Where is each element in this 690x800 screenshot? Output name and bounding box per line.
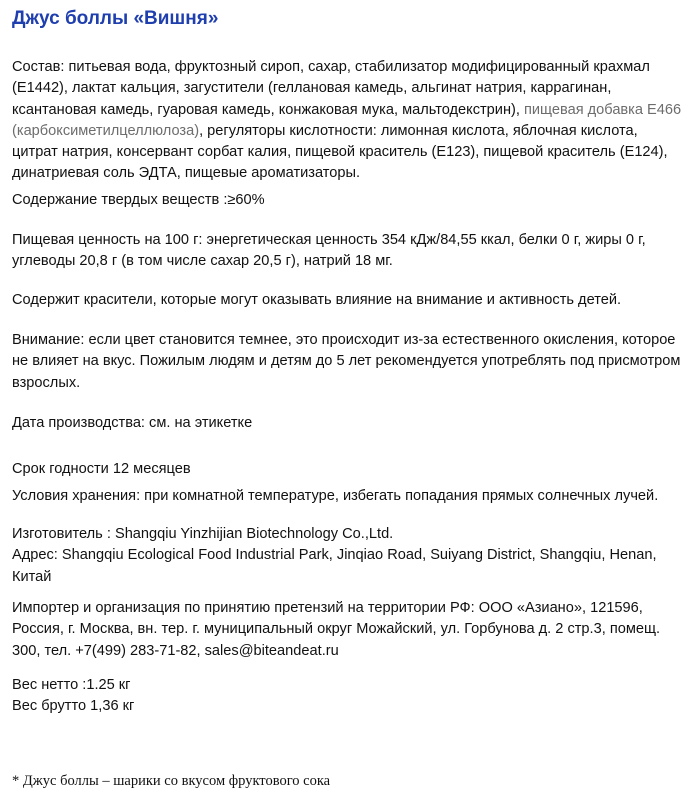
dyes-warning: Содержит красители, которые могут оказывать влияние на внимание и активность детей. bbox=[12, 292, 622, 308]
storage-conditions: Условия хранения: при комнатной температуре, избегать попадания прямых солнечных лучей. bbox=[12, 488, 659, 504]
manufacturer-block bbox=[12, 524, 684, 588]
manufacturer-name: Изготовитель : Shangqiu Yinzhijian Biotechnology Co.,Ltd. bbox=[12, 526, 394, 542]
footnote: * Джус боллы – шарики со вкусом фруктового сока bbox=[12, 773, 331, 789]
importer-info: Импортер и организация по принятию претензий на территории РФ: ООО «Азиано», 121596, Россия, г. Москва, вн. тер. г. муниципальный округ Можайский, ул. Горбунова д. 2 стр.3, помещ. 300, тел. +7(499) 283-71-82, sales@biteandeat.ru bbox=[12, 600, 661, 659]
shelf-life: Срок годности 12 месяцев bbox=[12, 461, 191, 477]
gross-weight: Вес брутто 1,36 кг bbox=[12, 698, 135, 715]
weights-block bbox=[12, 675, 684, 718]
net-weight: Вес нетто :1.25 кг bbox=[12, 677, 131, 693]
composition-text-part2: , регуляторы кислотности: лимонная кислота, яблочная кислота, цитрат натрия, консервант сорбат калия, пищевой краситель (Е123), пищевой краситель (Е124), динатриевая соль ЭДТА, пищевые ароматизаторы. bbox=[12, 122, 668, 182]
color-change-warning: Внимание: если цвет становится темнее, это происходит из-за естественного окисления, которое не влияет на вкус. Пожилым людям и детям до 5 лет рекомендуется употреблять под присмотром взрослых. bbox=[12, 332, 681, 391]
production-date: Дата производства: см. на этикетке bbox=[12, 415, 253, 431]
product-title: Джус боллы «Вишня» bbox=[12, 8, 219, 29]
solids-content: Содержание твердых веществ :≥60% bbox=[12, 192, 265, 208]
composition-highlight: пищевая добавка Е466 (карбоксиметилцеллюлоза) bbox=[12, 101, 682, 139]
nutrition-facts: Пищевая ценность на 100 г: энергетическая ценность 354 кДж/84,55 ккал, белки 0 г, жиры 0 г, углеводы 20,8 г (в том числе сахар 20,5 г), натрий 18 мг. bbox=[12, 232, 646, 270]
composition-paragraph bbox=[12, 57, 684, 185]
composition-text-part1: Состав: питьевая вода, фруктозный сироп, сахар, стабилизатор модифицированный крахмал (Е1442), лактат кальция, загустители (геллановая камедь, альгинат натрия, каррагинан, ксантановая камедь, гуаровая камедь, конжаковая мука, мальтодекстрин), bbox=[12, 59, 650, 118]
manufacturer-address: Адрес: Shangqiu Ecological Food Industrial Park, Jinqiao Road, Suiyang District, Shangqiu, Henan, Китай bbox=[12, 547, 657, 585]
